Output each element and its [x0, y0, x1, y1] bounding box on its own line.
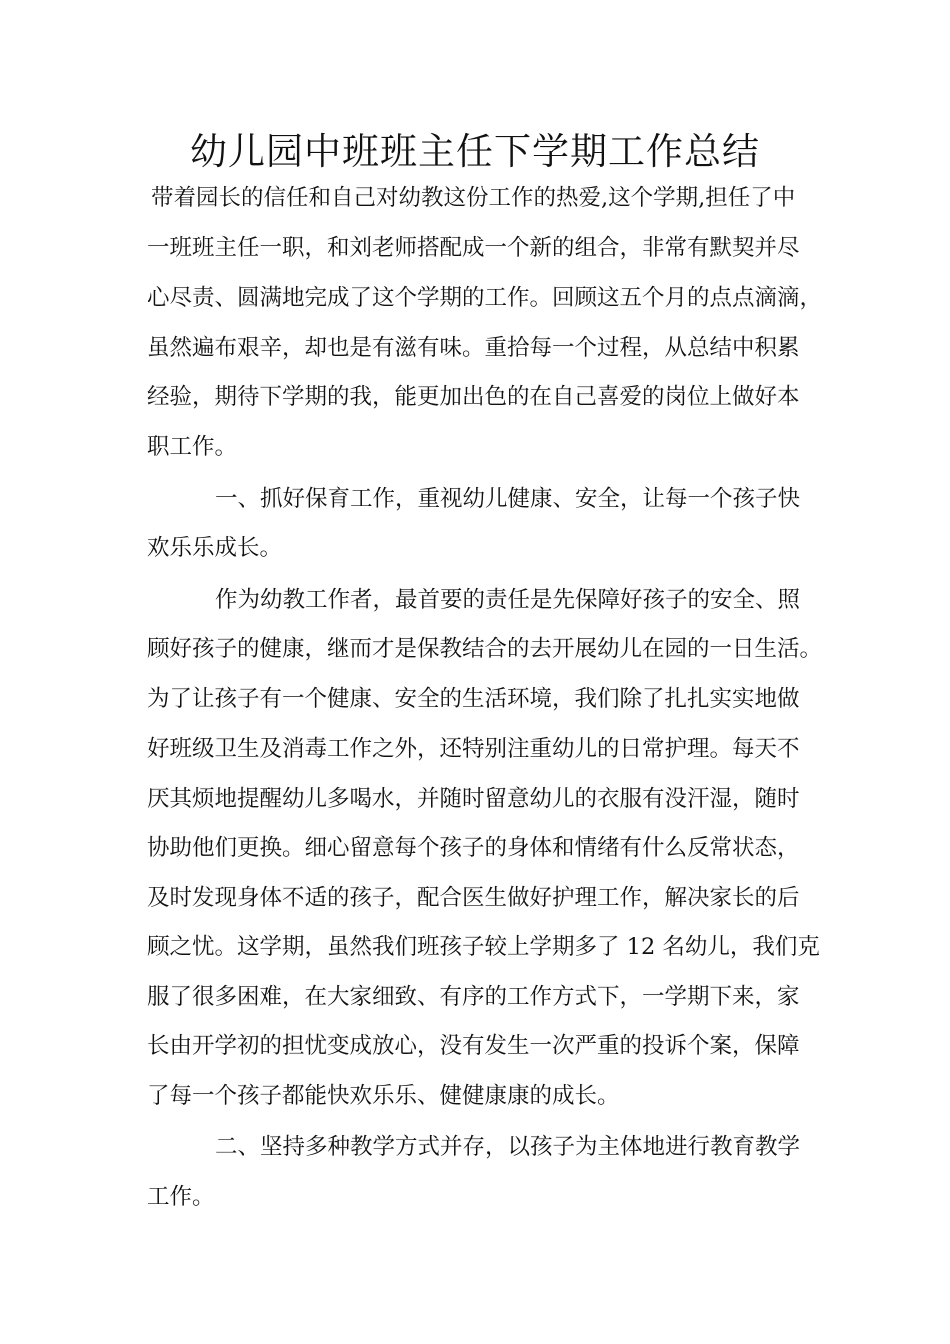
text-line: 协助他们更换。细心留意每个孩子的身体和情绪有什么反常状态， — [147, 835, 800, 861]
text-line: 经验，期待下学期的我，能更加出色的在自己喜爱的岗位上做好本 — [147, 384, 800, 410]
text-line: 一班班主任一职，和刘老师搭配成一个新的组合，非常有默契并尽 — [147, 235, 800, 261]
document-title: 幼儿园中班班主任下学期工作总结 — [190, 130, 760, 173]
section-heading-line: 欢乐乐成长。 — [147, 535, 283, 561]
text-line: 好班级卫生及消毒工作之外，还特别注重幼儿的日常护理。每天不 — [147, 736, 800, 762]
text-line: 为了让孩子有一个健康、安全的生活环境，我们除了扎扎实实地做 — [147, 686, 800, 712]
text-line: 厌其烦地提醒幼儿多喝水，并随时留意幼儿的衣服有没汗湿，随时 — [147, 786, 800, 812]
text-line: 顾好孩子的健康，继而才是保教结合的去开展幼儿在园的一日生活。 — [147, 636, 823, 662]
text-line: 了每一个孩子都能快欢乐乐、健健康康的成长。 — [147, 1083, 620, 1109]
text-line: 长由开学初的担忧变成放心，没有发生一次严重的投诉个案，保障 — [147, 1033, 800, 1059]
text-line: 职工作。 — [147, 434, 238, 460]
section-heading-line: 工作。 — [147, 1184, 215, 1210]
text-line: 服了很多困难，在大家细致、有序的工作方式下，一学期下来，家 — [147, 984, 800, 1010]
text-line: 及时发现身体不适的孩子，配合医生做好护理工作，解决家长的后 — [147, 885, 800, 911]
text-line: 带着园长的信任和自己对幼教这份工作的热爱,这个学期,担任了中 — [151, 185, 796, 211]
text-line: 作为幼教工作者，最首要的责任是先保障好孩子的安全、照 — [215, 587, 801, 613]
section-heading-line: 二、坚持多种教学方式并存，以孩子为主体地进行教育教学 — [215, 1134, 801, 1160]
text-line: 顾之忧。这学期，虽然我们班孩子较上学期多了 12 名幼儿，我们克 — [147, 934, 820, 960]
section-heading-line: 一、抓好保育工作，重视幼儿健康、安全，让每一个孩子快 — [215, 486, 801, 512]
text-line: 心尽责、圆满地完成了这个学期的工作。回顾这五个月的点点滴滴， — [147, 285, 823, 311]
text-line: 虽然遍布艰辛，却也是有滋有味。重拾每一个过程，从总结中积累 — [147, 335, 800, 361]
